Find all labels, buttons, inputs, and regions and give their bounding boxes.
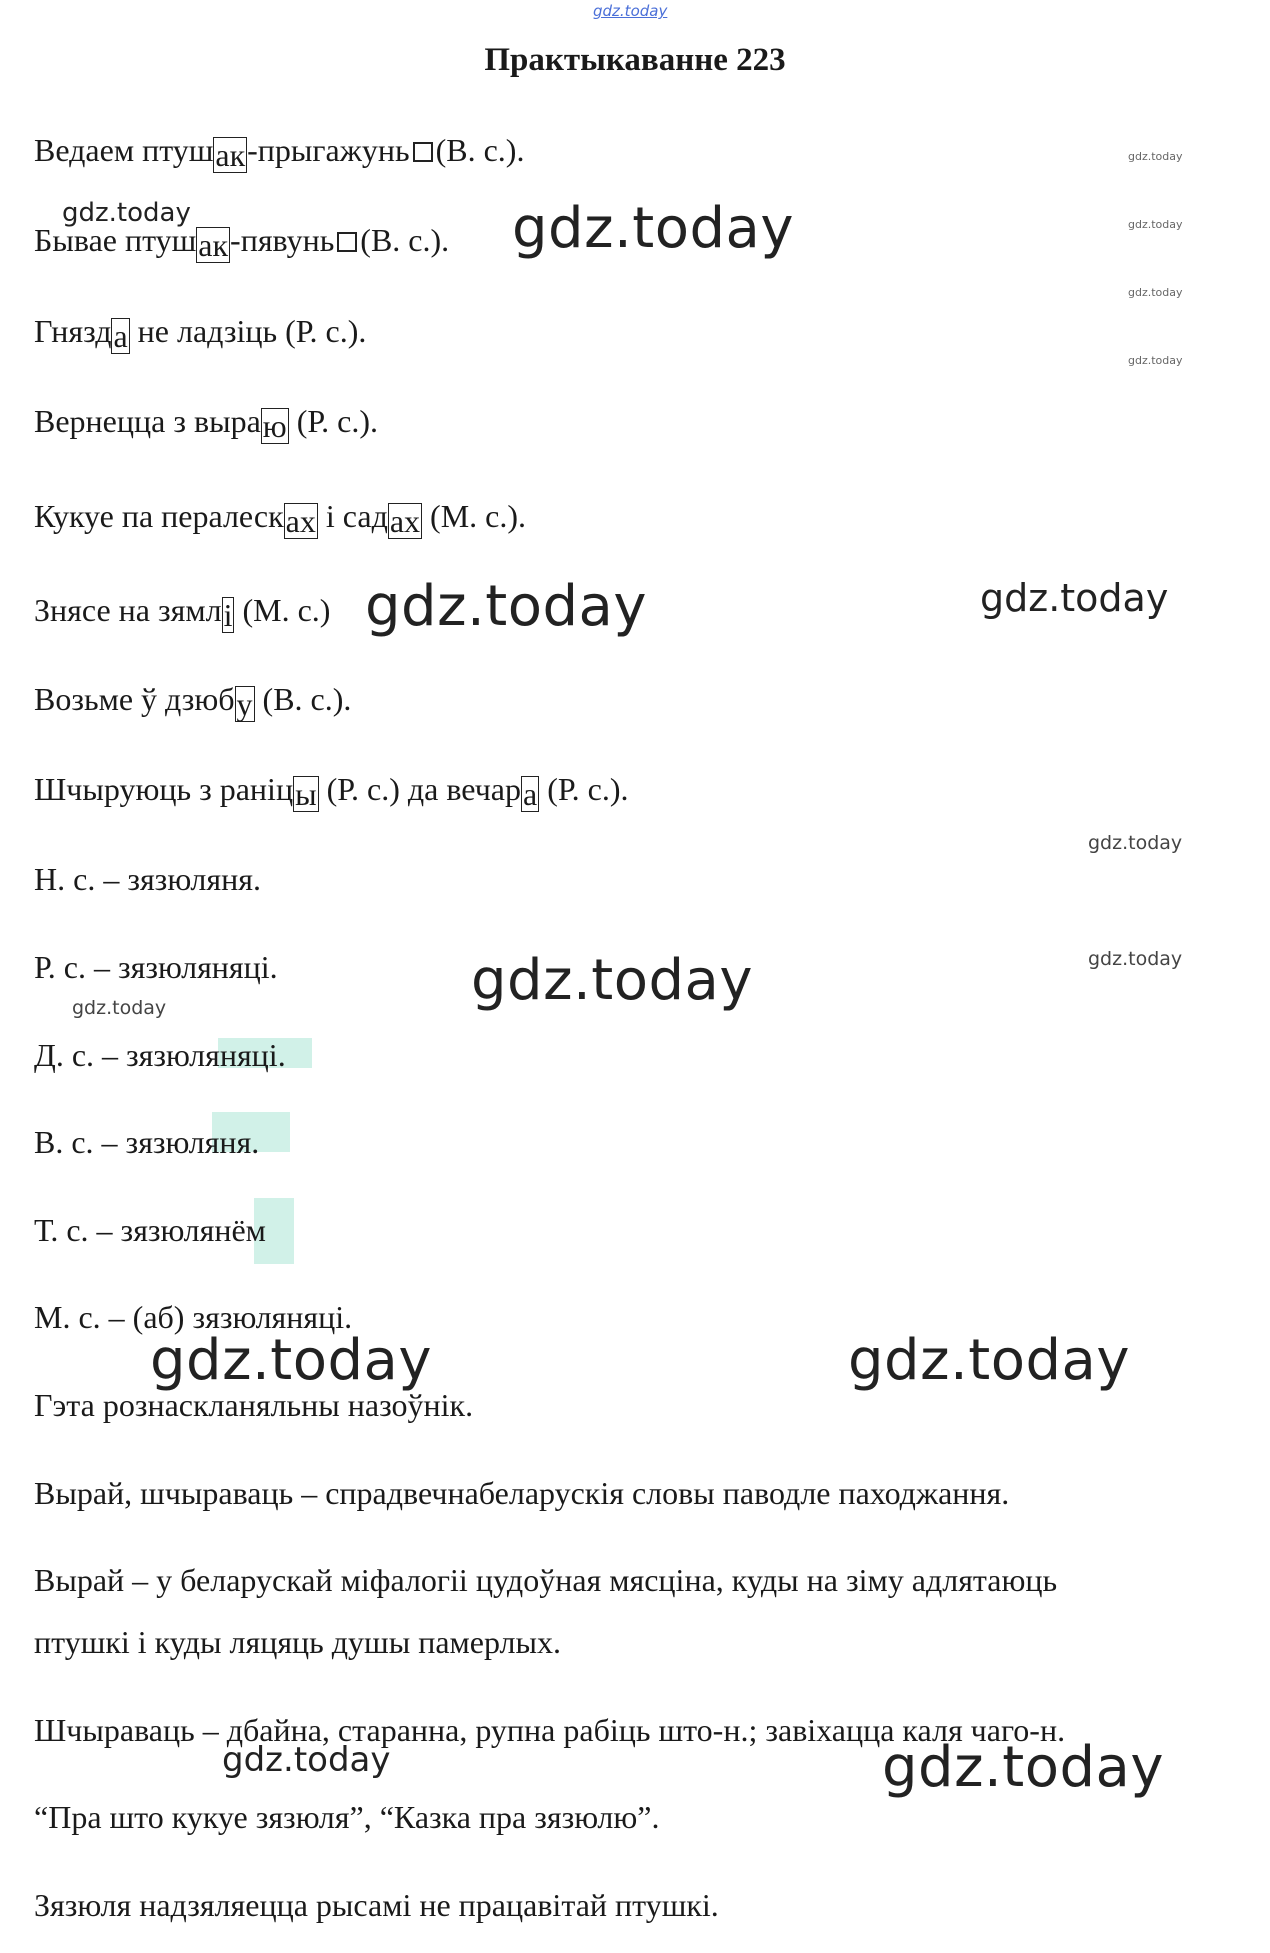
case-line: Д. с. – зязюляняці. <box>34 1037 286 1073</box>
sentence-line: Возьме ў дзюбу (В. с.). <box>34 681 352 722</box>
watermark: gdz.today <box>593 2 668 20</box>
ending-box: ах <box>285 503 316 539</box>
watermark: gdz.today <box>848 1328 1131 1393</box>
ending-box: а <box>113 318 128 354</box>
paragraph: Вырай, шчыраваць – спрадвечнабеларускія словы паводле паходжання. <box>34 1475 1010 1511</box>
watermark: gdz.today <box>1128 150 1183 163</box>
square-symbol <box>413 142 433 162</box>
paragraph: Гэта рознаскланяльны назоўнік. <box>34 1387 474 1423</box>
ending-box: ак <box>215 137 246 173</box>
ending-box: а <box>522 776 538 812</box>
sentence-line: Вернецца з выраю (Р. с.). <box>34 403 378 444</box>
watermark: gdz.today <box>1128 218 1183 231</box>
case-line: М. с. – (аб) зязюляняці. <box>34 1299 353 1335</box>
watermark: gdz.today <box>1088 832 1183 854</box>
watermark: gdz.today <box>882 1735 1165 1800</box>
watermark: gdz.today <box>1088 948 1183 970</box>
watermark: gdz.today <box>1128 286 1183 299</box>
case-line: Р. с. – зязюляняці. <box>34 949 278 985</box>
page-title: Практыкаванне 223 <box>484 42 786 78</box>
sentence-line: Гнязда не ладзіць (Р. с.). <box>34 313 367 354</box>
sentence-line: Бывае птушак-пявунь (В. с.). <box>34 222 450 263</box>
sentence-line: Ведаем птушак-прыгажунь (В. с.). <box>34 132 525 173</box>
paragraph: “Пра што кукуе зязюля”, “Казка пра зязюлю”. <box>34 1799 660 1835</box>
watermark: gdz.today <box>471 948 754 1013</box>
ending-box: і <box>223 597 233 633</box>
ending-box: ю <box>262 408 287 444</box>
case-line: В. с. – зязюляня. <box>34 1124 260 1160</box>
watermark: gdz.today <box>980 576 1169 620</box>
case-line: Т. с. – зязюлянём <box>34 1212 266 1248</box>
paragraph: птушкі і куды ляцяць душы памерлых. <box>34 1624 562 1660</box>
paragraph: Вырай – у беларускай міфалогіі цудоўная мясціна, куды на зіму адлятаюць <box>34 1562 1058 1598</box>
ending-box: ы <box>295 776 317 812</box>
paragraph: Зязюля надзяляецца рысамі не працавітай птушкі. <box>34 1887 719 1923</box>
paragraph: Шчыраваць – дбайна, старанна, рупна рабіць што-н.; завіхацца каля чаго-н. <box>34 1712 1066 1748</box>
case-line: Н. с. – зязюляня. <box>34 861 261 897</box>
ending-box: ах <box>389 503 421 539</box>
watermark: gdz.today <box>1128 354 1183 367</box>
sentence-line: Кукуе па пералесках і садах (М. с.). <box>34 498 527 539</box>
sentence-line: Шчыруюць з раніцы (Р. с.) да вечара (Р. с.). <box>34 771 629 812</box>
ending-box: ак <box>198 227 229 263</box>
watermark: gdz.today <box>62 198 191 228</box>
ending-box: у <box>236 686 253 722</box>
sentence-line: Знясе на зямлі (М. с.) <box>34 592 331 633</box>
square-symbol <box>337 232 357 252</box>
watermark: gdz.today <box>150 1328 433 1393</box>
watermark: gdz.today <box>222 1740 391 1780</box>
watermark: gdz.today <box>72 997 167 1019</box>
watermark: gdz.today <box>365 574 648 639</box>
watermark: gdz.today <box>512 196 795 261</box>
